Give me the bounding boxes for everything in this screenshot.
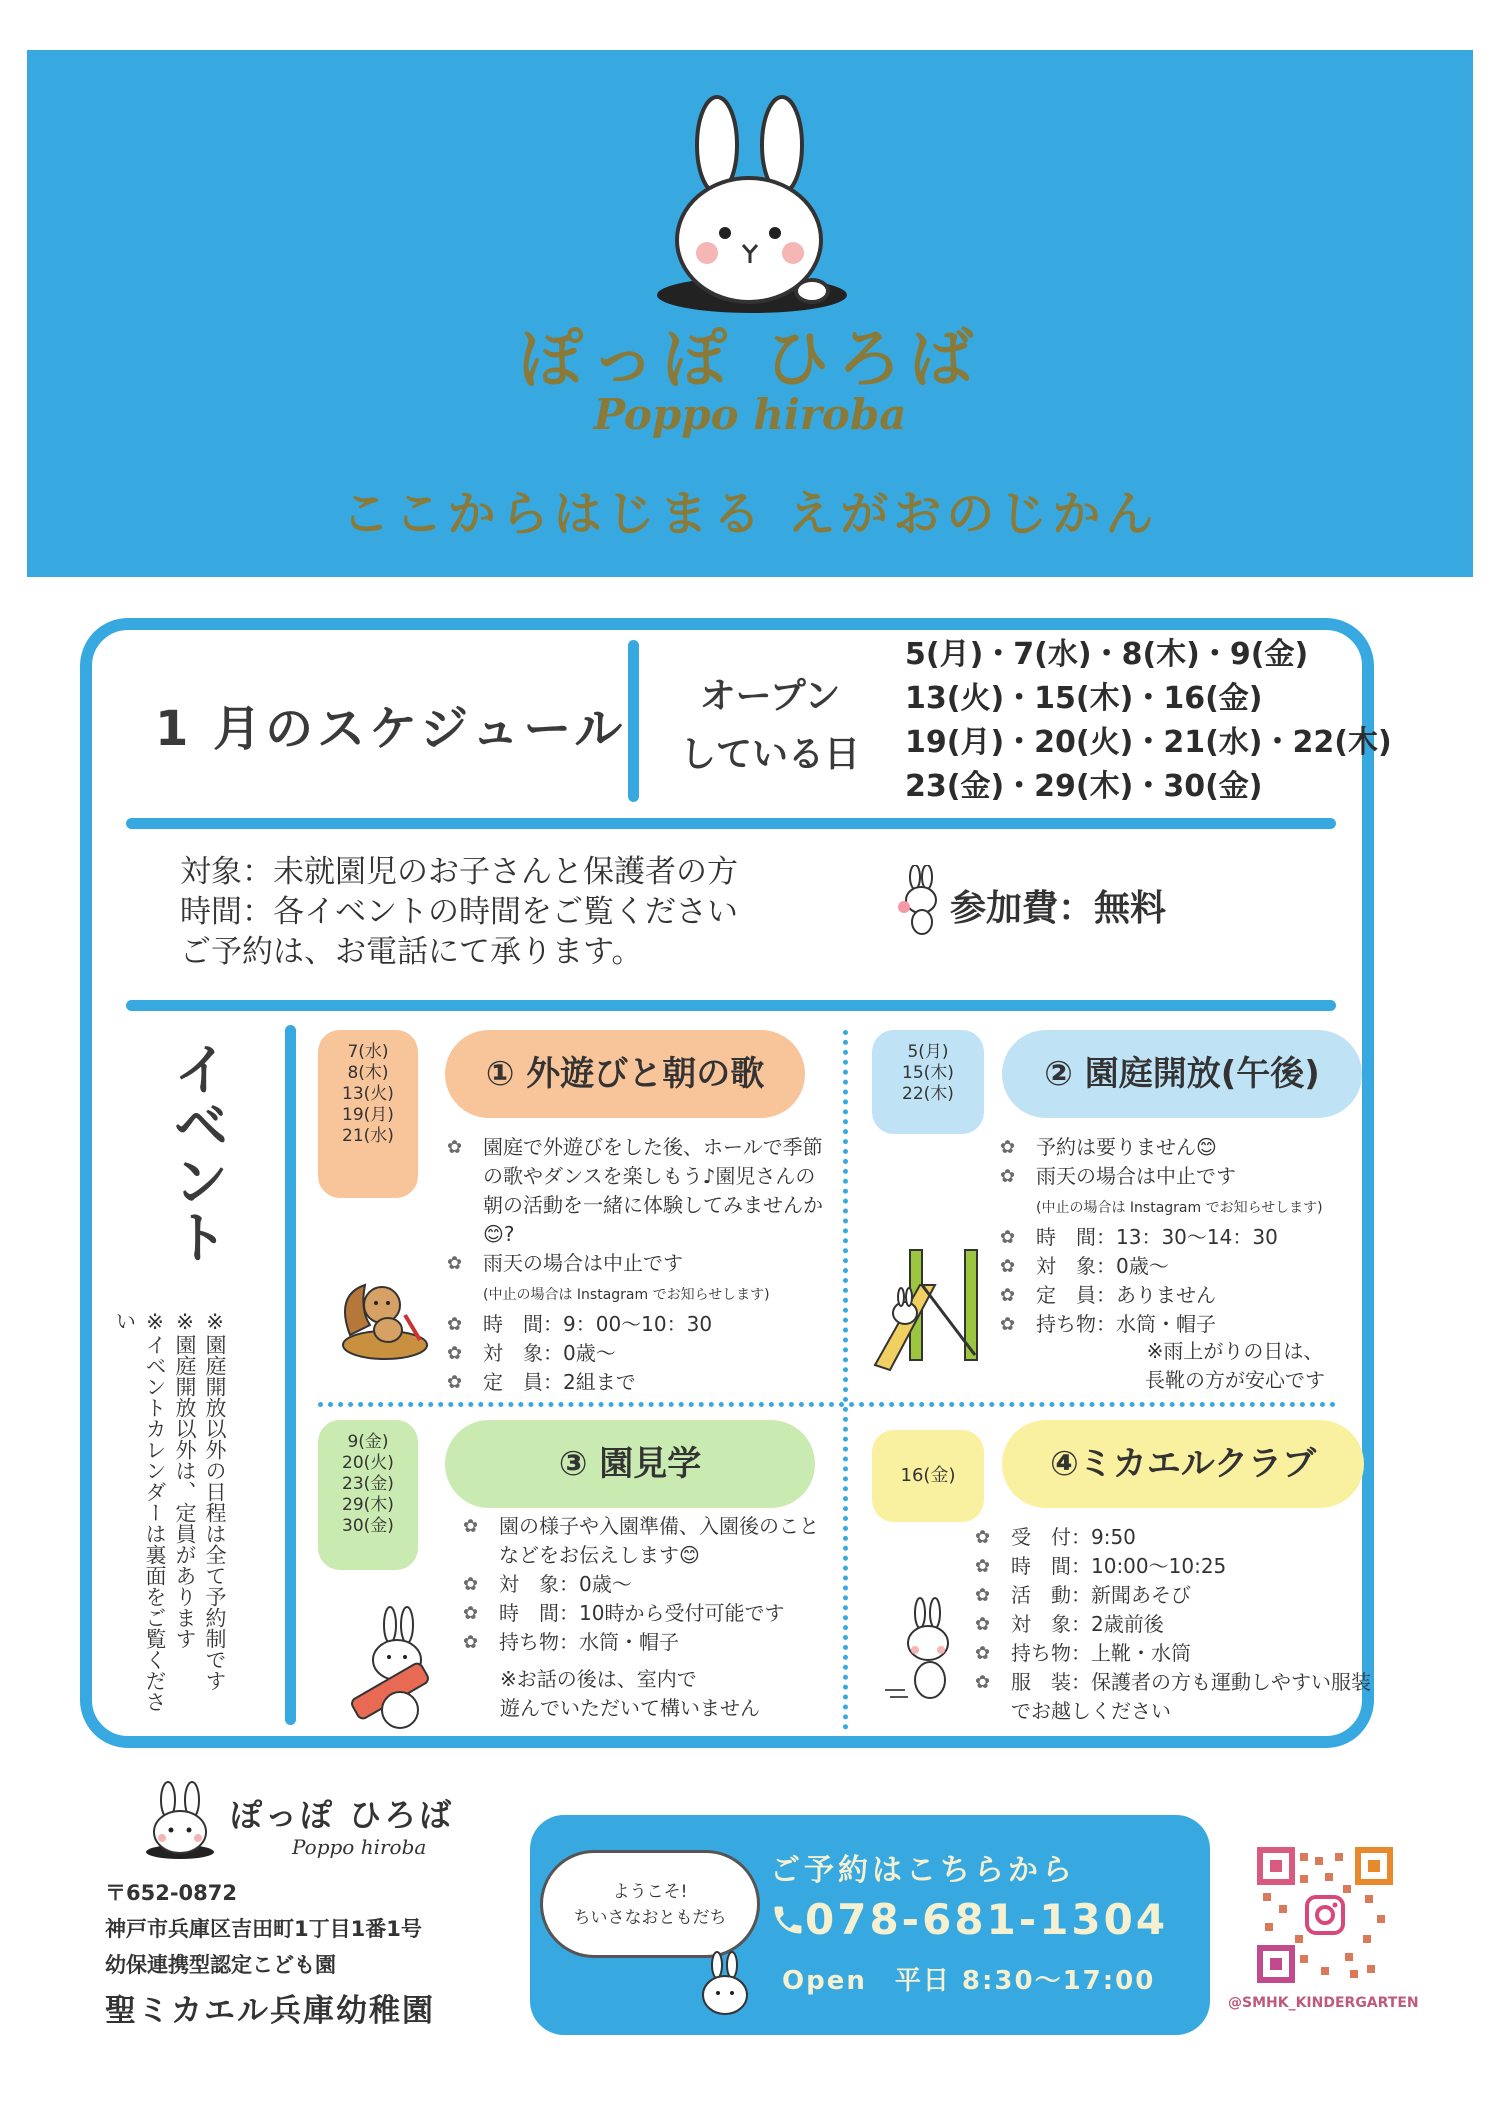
event-2-note: ※雨上がりの日は、 長靴の方が安心です xyxy=(1145,1339,1325,1392)
event-2-item: ✿ 対 象：0歳〜 xyxy=(1000,1252,1380,1281)
info-line-time: 時間：各イベントの時間をご覧ください xyxy=(180,894,738,930)
qr-code-icon[interactable] xyxy=(1255,1845,1395,1985)
event-2-details xyxy=(1000,1133,1380,1339)
event-4-item: ✿ 活 動：新聞あそび xyxy=(975,1581,1375,1610)
phone-icon xyxy=(770,1900,806,1940)
event-date: 15(木) xyxy=(902,1063,954,1083)
bubble-line-1: ようこそ! xyxy=(612,1882,688,1902)
event-2-small-note xyxy=(1000,1191,1380,1223)
note-line: ※イベントカレンダーは裏面をご覧ください xyxy=(113,1310,167,1712)
event-1-small-note-text: (中止の場合は Instagram でお知らせします) xyxy=(483,1287,770,1303)
event-3-item: ✿ 時 間：10時から受付可能です xyxy=(463,1599,833,1628)
phone-number[interactable]: 078-681-1304 xyxy=(805,1895,1169,1944)
event-3-item: ✿ 持ち物：水筒・帽子 xyxy=(463,1628,833,1657)
event-1-title: ① 外遊びと朝の歌 xyxy=(445,1030,805,1118)
event-date: 9(金) xyxy=(347,1432,389,1452)
open-dates-list xyxy=(905,633,1392,809)
event-1-item: ✿ 対 象：0歳〜 xyxy=(447,1339,827,1368)
open-label-line-2: している日 xyxy=(679,734,860,775)
event-date: 22(木) xyxy=(902,1084,954,1104)
event-2-item: ✿ 時 間：13：30〜14：30 xyxy=(1000,1223,1380,1252)
event-4-item: ✿ 持ち物：上靴・水筒 xyxy=(975,1639,1375,1668)
participation-fee: 参加費：無料 xyxy=(950,888,1167,929)
events-divider xyxy=(285,1025,296,1725)
event-4-item: ✿ 服 装：保護者の方も運動しやすい服装でお越しください xyxy=(975,1668,1375,1726)
event-2-item: ✿ 定 員：ありません xyxy=(1000,1281,1380,1310)
rabbit-crayon-icon xyxy=(335,1605,445,1735)
event-2-item: ✿ 持ち物：水筒・帽子 xyxy=(1000,1310,1380,1339)
event-1-small-note xyxy=(447,1278,827,1310)
dotted-divider-vertical xyxy=(843,1030,848,1730)
open-days-label xyxy=(660,668,880,784)
events-label-text: イベント xyxy=(164,1040,229,1264)
event-4-item: ✿ 時 間：10:00〜10:25 xyxy=(975,1552,1375,1581)
title-english: Poppo hiroba xyxy=(593,390,907,439)
rabbit-flower-icon xyxy=(895,865,945,935)
rabbit-exercise-icon xyxy=(880,1595,970,1705)
event-4-item: ✿ 対 象：2歳前後 xyxy=(975,1610,1375,1639)
note-line: ※園庭開放以外の日程は全て予約制です xyxy=(203,1310,227,1691)
event-3-title: ③ 園見学 xyxy=(445,1420,815,1508)
event-2-item: ✿ 予約は要りません😊 xyxy=(1000,1133,1380,1162)
contact-rabbit-icon xyxy=(690,1950,760,2020)
bubble-line-2: ちいさなおともだち xyxy=(573,1908,727,1928)
event-3-item: ✿ 対 象：0歳〜 xyxy=(463,1570,833,1599)
event-2-small-note-text: (中止の場合は Instagram でお知らせします) xyxy=(1036,1200,1323,1216)
header-banner xyxy=(27,50,1473,577)
event-1-item: ✿ 定 員：2組まで xyxy=(447,1368,827,1397)
footer-rabbit-icon xyxy=(140,1780,220,1860)
event-3-details xyxy=(463,1512,833,1657)
event-date: 16(金) xyxy=(900,1465,956,1486)
section-divider xyxy=(126,818,1336,829)
address-block xyxy=(105,1875,422,1983)
instagram-handle[interactable]: @SMHK_KINDERGARTEN xyxy=(1228,1995,1419,2011)
notes-vertical xyxy=(113,1310,230,1730)
reserve-label: ご予約はこちらから xyxy=(770,1853,1076,1888)
event-1-item: ✿ 雨天の場合は中止です xyxy=(447,1249,827,1278)
open-dates-line: 19(月)・20(火)・21(水)・22(木) xyxy=(905,725,1392,760)
event-date: 23(金) xyxy=(342,1474,394,1494)
event-date: 19(月) xyxy=(342,1105,394,1125)
event-1-details xyxy=(447,1133,827,1397)
event-4-dates xyxy=(872,1430,984,1522)
rabbit-mascot-icon xyxy=(637,95,867,325)
event-1-item: ✿ 時 間：9：00〜10：30 xyxy=(447,1310,827,1339)
event-2-title: ② 園庭開放(午後) xyxy=(1002,1030,1362,1118)
event-4-title: ④ミカエルクラブ xyxy=(1002,1420,1364,1508)
event-date: 20(火) xyxy=(342,1453,394,1473)
note-line: ※園庭開放以外は、定員があります xyxy=(173,1310,197,1649)
slide-rabbit-icon xyxy=(865,1245,1005,1375)
event-1-item: ✿ 園庭で外遊びをした後、ホールで季節の歌やダンスを楽しもう♪園児さんの朝の活動を一緒に体験してみませんか😊? xyxy=(447,1133,827,1249)
tagline: ここからはじまる えがおのじかん xyxy=(341,486,1159,542)
info-line-target: 対象：未就園児のお子さんと保護者の方 xyxy=(180,854,738,890)
footer-name-english: Poppo hiroba xyxy=(292,1835,427,1859)
open-dates-line: 13(火)・15(木)・16(金) xyxy=(905,681,1263,716)
event-date: 8(木) xyxy=(347,1063,389,1083)
event-3-item: ✿ 園の様子や入園準備、入園後のことなどをお伝えします😊 xyxy=(463,1512,833,1570)
event-4-details xyxy=(975,1523,1375,1726)
welcome-bubble xyxy=(540,1850,760,1958)
event-date: 21(水) xyxy=(342,1126,394,1146)
event-1-dates xyxy=(318,1030,418,1198)
schedule-title: 1 月のスケジュール xyxy=(155,701,627,757)
dotted-divider-horizontal xyxy=(318,1402,1336,1407)
event-4-item: ✿ 受 付：9:50 xyxy=(975,1523,1375,1552)
event-date: 29(木) xyxy=(342,1495,394,1515)
school-type: 幼保連携型認定こども園 xyxy=(105,1953,336,1977)
schedule-divider xyxy=(628,640,639,802)
event-date: 13(火) xyxy=(342,1084,394,1104)
footer-name: ぽっぽ ひろば xyxy=(230,1796,455,1834)
events-label xyxy=(160,1040,229,1282)
open-dates-line: 23(金)・29(木)・30(金) xyxy=(905,769,1263,804)
school-name: 聖ミカエル兵庫幼稚園 xyxy=(105,1993,435,2029)
info-line-reservation: ご予約は、お電話にて承ります。 xyxy=(180,934,643,970)
info-block xyxy=(180,852,738,972)
event-date: 5(月) xyxy=(907,1042,949,1062)
event-date: 7(水) xyxy=(347,1042,389,1062)
title-japanese: ぽっぽ ひろば xyxy=(518,323,982,397)
open-dates-line: 5(月)・7(水)・8(木)・9(金) xyxy=(905,637,1309,672)
squirrel-icon xyxy=(330,1265,440,1365)
event-3-dates xyxy=(318,1420,418,1570)
event-date: 30(金) xyxy=(342,1516,394,1536)
event-2-item: ✿ 雨天の場合は中止です xyxy=(1000,1162,1380,1191)
open-label-line-1: オープン xyxy=(699,676,841,717)
event-2-dates xyxy=(872,1030,984,1134)
postal-code: 〒652-0872 xyxy=(105,1881,237,1905)
event-3-note: ※お話の後は、室内で 遊んでいただいて構いません xyxy=(500,1667,760,1720)
opening-hours: Open 平日 8:30〜17:00 xyxy=(782,1966,1156,1996)
street-address: 神戸市兵庫区吉田町1丁目1番1号 xyxy=(105,1917,422,1941)
section-divider xyxy=(126,1000,1336,1011)
